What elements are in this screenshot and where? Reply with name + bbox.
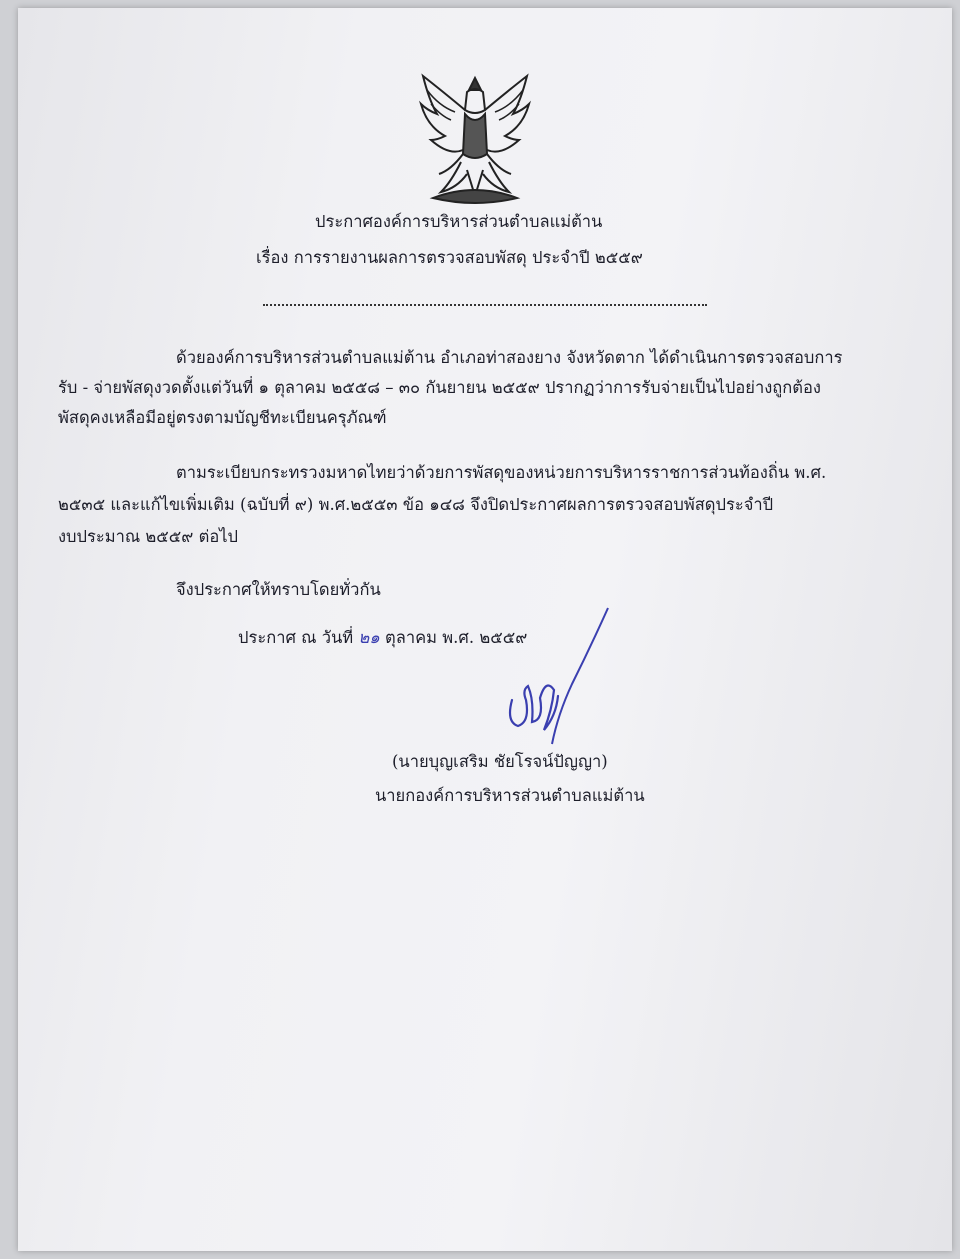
announcement-subject: เรื่อง การรายงานผลการตรวจสอบพัสดุ ประจำปี ๒๕๕๙ [256, 248, 643, 267]
announcement-date [238, 628, 527, 648]
garuda-emblem-icon [411, 70, 539, 210]
signatory-position: นายกองค์การบริหารส่วนตำบลแม่ต้าน [375, 786, 645, 805]
paragraph2-line1: ตามระเบียบกระทรวงมหาดไทยว่าด้วยการพัสดุของหน่วยการบริหารราชการส่วนท้องถิ่น พ.ศ. [176, 463, 827, 482]
date-prefix: ประกาศ ณ วันที่ [238, 628, 354, 647]
closing-statement: จึงประกาศให้ทราบโดยทั่วกัน [176, 580, 381, 599]
paragraph2-line3: งบประมาณ ๒๕๕๙ ต่อไป [58, 527, 239, 546]
signatory-name: (นายบุญเสริม ชัยโรจน์ปัญญา) [392, 752, 608, 771]
paragraph2-line2: ๒๕๓๕ และแก้ไขเพิ่มเติม (ฉบับที่ ๙) พ.ศ.๒๕๕๓ ข้อ ๑๔๘ จึงปิดประกาศผลการตรวจสอบพัสดุประจำปี [58, 495, 774, 514]
date-day: ๒๑ [358, 628, 380, 647]
document-page [18, 8, 952, 1251]
paragraph1-line2: รับ - จ่ายพัสดุงวดตั้งแต่วันที่ ๑ ตุลาคม ๒๕๕๘ – ๓๐ กันยายน ๒๕๕๙ ปรากฏว่าการรับจ่ายเป็นไปอย่างถูกต้อง [58, 378, 821, 397]
announcement-title: ประกาศองค์การบริหารส่วนตำบลแม่ต้าน [315, 212, 603, 231]
paragraph1-line3: พัสดุคงเหลือมีอยู่ตรงตามบัญชีทะเบียนครุภัณฑ์ [58, 408, 387, 427]
date-rest: ตุลาคม พ.ศ. ๒๕๕๙ [385, 628, 528, 647]
divider [263, 304, 707, 306]
paragraph1-line1: ด้วยองค์การบริหารส่วนตำบลแม่ต้าน อำเภอท่าสองยาง จังหวัดตาก ได้ดำเนินการตรวจสอบการ [176, 348, 843, 367]
handwritten-signature [498, 604, 618, 754]
